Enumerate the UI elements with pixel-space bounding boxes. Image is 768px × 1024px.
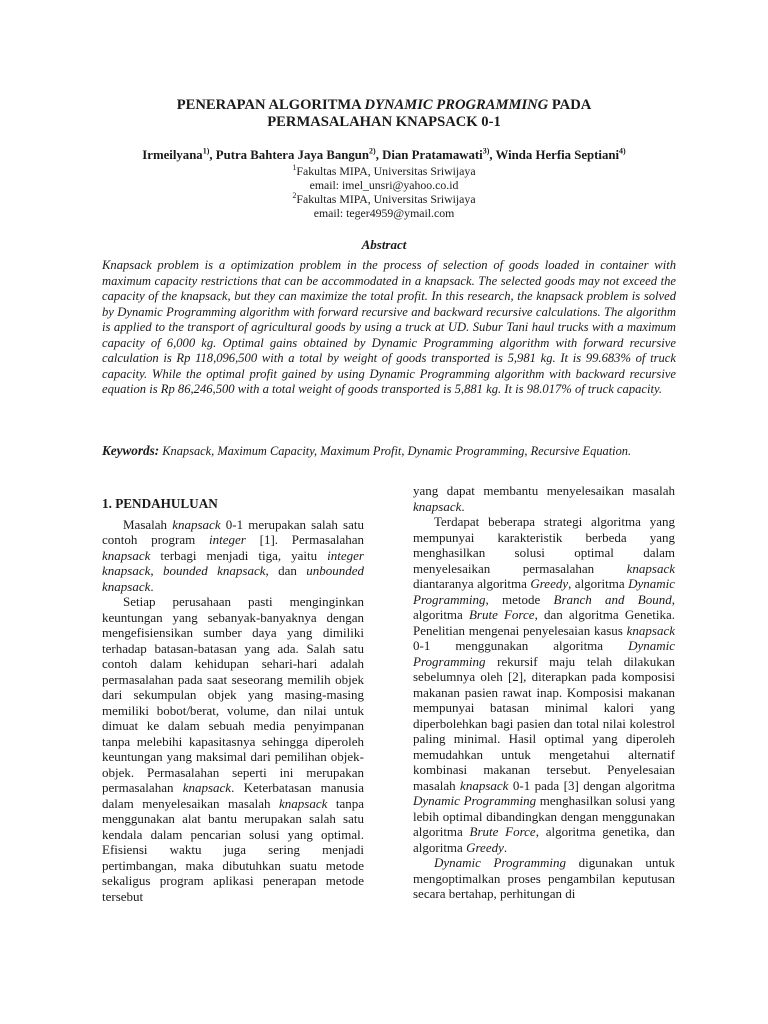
paper-title xyxy=(0,97,768,131)
affiliation-institution: $^2$Fakultas MIPA, Universitas Sriwijaya xyxy=(292,191,476,206)
title-line-1: PENERAPAN ALGORITMA DYNAMIC PROGRAMMING PADA xyxy=(176,97,592,113)
paragraph: Terdapat beberapa strategi algoritma yang mempunyai karakteristik berbeda yang menghasilkan solusi optimal dalam menyelesaikan permasalahan knapsack diantaranya algoritma Greedy, algoritma Dynamic Programming, metode Branch and Bound, algoritma Brute Force, dan algoritma Genetika. Penelitian mengenai penyelesaian kasus knapsack 0-1 menggunakan algoritma Dynamic Programming rekursif maju telah dilakukan sebelumnya oleh [2], diterapkan pada komposisi makanan pasien rawat inap. Komposisi makanan mempunyai batasan minimal kalori yang diperbolehkan bagi pasien dan total nilai kolestrol paling minimal. Hasil optimal yang diperoleh memudahkan untuk mengetahui alternatif kombinasi makanan tersebut. Penyelesaian masalah knapsack 0-1 pada [3] dengan algoritma Dynamic Programming menghasilkan solusi yang lebih optimal dibandingkan dengan menggunakan algoritma Brute Force, algoritma genetika, dan algoritma Greedy. xyxy=(413,514,676,855)
affiliation-2 xyxy=(0,192,768,220)
affiliation-email: email: teger4959@ymail.com xyxy=(313,206,455,220)
author-sup: 4) xyxy=(619,146,626,156)
paragraph: Setiap perusahaan pasti menginginkan keuntungan yang sebanyak-banyaknya dengan mengefisiensikan sumber daya yang dimiliki terhadap batasan-batasan yang ada. Salah satu contoh dalam kehidupan sehari-hari adalah permasalahan pada saat seseorang memilih objek dari sekumpulan objek yang masing-masing memiliki bobot/berat, volume, dan nilai untuk dimuat ke dalam sebuah media penyimpanan tanpa melebihi kapasitasnya sehingga diperoleh keuntungan yang maksimal dari pemilihan objek-objek. Permasalahan seperti ini merupakan permasalahan knapsack. Keterbatasan manusia dalam menyelesaikan masalah knapsack tanpa menggunakan alat bantu merupakan salah satu kendala dalam pencarian solusi yang optimal. Efisiensi waktu juga sering menjadi pertimbangan, maka dibutuhkan suatu metode sekaligus program aplikasi penerapan metode tersebut xyxy=(102,594,364,904)
author-list: Irmeilyana$^{1)}$, Putra Bahtera Jaya Bangun$^{2)}$, Dian Pratamawati$^{3)}$, Winda Herfia Septiani$^{4)}$ xyxy=(142,146,626,162)
keywords xyxy=(102,443,676,459)
affiliation-email: email: imel_unsri@yahoo.co.id xyxy=(309,178,459,192)
affiliation-institution: $^1$Fakultas MIPA, Universitas Sriwijaya xyxy=(292,163,476,178)
author-name: Putra Bahtera Jaya Bangun xyxy=(215,148,370,162)
keywords-text: Knapsack, Maximum Capacity, Maximum Profit, Dynamic Programming, Recursive Equation. xyxy=(162,444,632,458)
right-column xyxy=(413,483,675,902)
paragraph: Masalah knapsack 0-1 merupakan salah satu contoh program integer [1]. Permasalahan knapsack terbagi menjadi tiga, yaitu integer knapsack, bounded knapsack, dan unbounded knapsack. xyxy=(102,516,365,594)
paragraph: Dynamic Programming digunakan untuk mengoptimalkan proses pengambilan keputusan secara bertahap, perhitungan di xyxy=(413,855,675,901)
author-name: Dian Pratamawati xyxy=(382,148,483,162)
author-sup: 2) xyxy=(369,146,376,156)
author-name: Winda Herfia Septiani xyxy=(495,148,620,162)
author-sup: 3) xyxy=(482,146,490,156)
author-sup: 1) xyxy=(202,146,210,156)
title-emphasis: DYNAMIC PROGRAMMING xyxy=(364,97,549,113)
author-name: Irmeilyana xyxy=(142,148,203,162)
affiliation-1 xyxy=(0,164,768,192)
abstract-body: Knapsack problem is a optimization problem in the process of selection of goods loaded in container with maximum capacity restrictions that can be accommodated in a knapsack. The selected goods may not exceed the capacity of the knapsack, but they can maximize the total profit. In this research, the knapsack problem is solved by Dynamic Programming algorithm with forward recursive and backward recursive calculations. The algorithm is applied to the transport of agricultural goods by using a truck at UD. Subur Tani haul trucks with a maximum capacity of 6,000 kg. Optimal gains obtained by Dynamic Programming algorithm with forward recursive calculation is Rp 118,096,500 with a total by weight of goods transported is 5,981 kg. It is 99.683% of truck capacity. While the optimal profit gained by using Dynamic Programming algorithm with backward recursive equation is Rp 86,246,500 with a total weight of goods transported is 5,881 kg. It is 98.017% of truck capacity. xyxy=(102,258,676,397)
section-heading: 1. PENDAHULUAN xyxy=(102,496,218,511)
keywords-label: Keywords: xyxy=(102,443,160,458)
paragraph: yang dapat membantu menyelesaikan masalah knapsack. xyxy=(413,483,675,514)
title-line-2: PERMASALAHAN KNAPSACK 0-1 xyxy=(267,114,501,130)
left-column xyxy=(102,496,364,904)
abstract-heading: Abstract xyxy=(361,237,407,252)
